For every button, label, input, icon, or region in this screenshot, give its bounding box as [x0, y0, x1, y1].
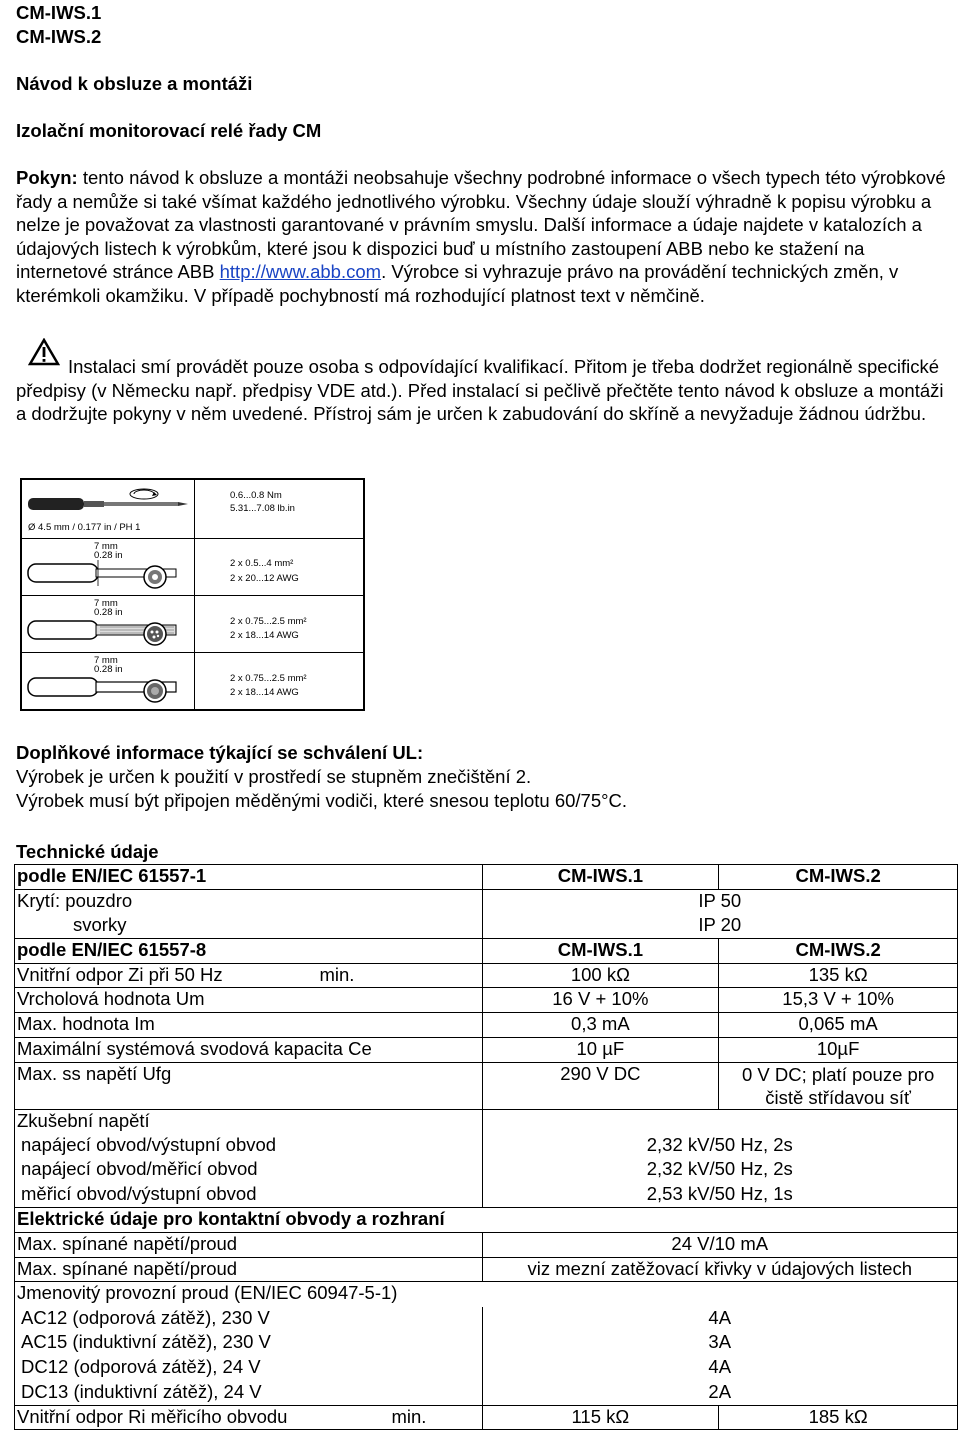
- screwdriver-icon: [26, 482, 192, 520]
- table-cell: 24 V/10 mA: [482, 1232, 958, 1257]
- table-cell: IP 50: [482, 889, 958, 914]
- table-cell: 0,3 mA: [482, 1013, 719, 1038]
- min-label: min.: [319, 963, 355, 985]
- table-row: [15, 963, 958, 988]
- table-cell: 2A: [482, 1381, 958, 1406]
- table-row: [15, 1208, 958, 1233]
- table-cell: 115 kΩ: [482, 1405, 719, 1430]
- row3-awg: 2 x 18...14 AWG: [230, 687, 299, 698]
- table-cell: 185 kΩ: [719, 1405, 958, 1430]
- table-cell: svorky: [15, 914, 483, 939]
- warning-text: Instalaci smí provádět pouze osoba s odpovídající kvalifikací. Přitom je třeba dodržet regionálně specifické předpisy (v Německu např. předpisy VDE atd.). Před instalací si pečlivě přečtěte tento návod k obsluze a montáži a dodržujte pokyny v něm uvedené. Přístroj sám je určen k zabudování do skříně a nevyžaduje žádnou údržbu.: [16, 356, 944, 425]
- solid-wire-cross-section-icon: [142, 564, 168, 590]
- strip-length-mm: 7 mm: [94, 541, 118, 552]
- table-cell: Max. ss napětí Ufg: [15, 1062, 483, 1109]
- table-cell: podle EN/IEC 61557-1: [15, 865, 483, 890]
- table-row: [15, 1013, 958, 1038]
- table-cell: 4A: [482, 1356, 958, 1381]
- table-row: [15, 988, 958, 1013]
- table-cell: IP 20: [482, 914, 958, 939]
- strip-length-in: 0.28 in: [94, 550, 123, 561]
- table-cell: 10 µF: [482, 1037, 719, 1062]
- model-title-1: CM-IWS.1: [16, 2, 102, 23]
- ul-title: Doplňkové informace týkající se schválení UL:: [16, 742, 424, 763]
- row1-mm2: 2 x 0.5...4 mm²: [230, 558, 294, 569]
- screwdriver-spec: Ø 4.5 mm / 0.177 in / PH 1: [28, 522, 141, 533]
- strip-length-in: 0.28 in: [94, 607, 123, 618]
- table-row: [15, 1109, 958, 1134]
- warning-paragraph: [16, 355, 956, 426]
- notice-label: Pokyn:: [16, 167, 78, 188]
- model-title-2: CM-IWS.2: [16, 26, 102, 47]
- table-cell: Max. spínané napětí/proud: [15, 1232, 483, 1257]
- ferrule-cross-section-icon: [142, 678, 168, 704]
- table-cell: CM-IWS.1: [482, 939, 719, 964]
- table-cell-label: Vnitřní odpor Zi při 50 Hz: [17, 963, 223, 985]
- table-cell: Jmenovitý provozní proud (EN/IEC 60947-5-1): [15, 1282, 958, 1307]
- tech-title: Technické údaje: [16, 841, 159, 862]
- table-row: [15, 1134, 958, 1159]
- notice-text-2: . Výrobce si vyhrazuje právo na provádění technických změn, v kterémkoli okamžiku. V případě pochybností má rozhodující platnost text v němčině.: [16, 261, 899, 306]
- row2-mm2: 2 x 0.75...2.5 mm²: [230, 616, 307, 627]
- table-row: [15, 1037, 958, 1062]
- product-title: Izolační monitorovací relé řady CM: [16, 120, 322, 141]
- ul-line-1: Výrobek je určen k použití v prostředí se stupněm znečištění 2.: [16, 766, 532, 787]
- table-cell: 0,065 mA: [719, 1013, 958, 1038]
- row3-mm2: 2 x 0.75...2.5 mm²: [230, 673, 307, 684]
- table-cell: 10µF: [719, 1037, 958, 1062]
- table-cell: 0 V DC; platí pouze pro čistě střídavou síť: [719, 1062, 958, 1109]
- table-row: [15, 865, 958, 890]
- table-cell: 15,3 V + 10%: [719, 988, 958, 1013]
- table-row: [15, 1183, 958, 1208]
- table-cell: 2,32 kV/50 Hz, 2s: [482, 1134, 958, 1159]
- table-cell: 16 V + 10%: [482, 988, 719, 1013]
- table-cell: měřicí obvod/výstupní obvod: [15, 1183, 483, 1208]
- table-row: [15, 1158, 958, 1183]
- table-row: [15, 939, 958, 964]
- table-cell: CM-IWS.2: [719, 939, 958, 964]
- document-title: Návod k obsluze a montáži: [16, 73, 253, 94]
- table-cell: 100 kΩ: [482, 963, 719, 988]
- table-cell: [15, 1405, 483, 1430]
- table-row: [15, 1307, 958, 1332]
- table-cell: 290 V DC: [482, 1062, 719, 1109]
- row1-awg: 2 x 20...12 AWG: [230, 573, 299, 584]
- abb-website-link[interactable]: http://www.abb.com: [219, 261, 382, 283]
- table-row: [15, 1257, 958, 1282]
- table-cell: [482, 1109, 958, 1134]
- table-cell: Maximální systémová svodová kapacita Ce: [15, 1037, 483, 1062]
- table-cell: 2,32 kV/50 Hz, 2s: [482, 1158, 958, 1183]
- notice-paragraph: [16, 166, 956, 308]
- table-cell: DC13 (induktivní zátěž), 24 V: [15, 1381, 483, 1406]
- table-cell: [15, 963, 483, 988]
- table-cell: podle EN/IEC 61557-8: [15, 939, 483, 964]
- strip-length-in: 0.28 in: [94, 664, 123, 675]
- table-cell: 135 kΩ: [719, 963, 958, 988]
- table-cell-label: Vnitřní odpor Ri měřicího obvodu: [17, 1405, 288, 1427]
- table-row: [15, 1282, 958, 1307]
- torque-lbin: 5.31...7.08 lb.in: [230, 503, 295, 514]
- table-cell: CM-IWS.2: [719, 865, 958, 890]
- table-row: [15, 1405, 958, 1430]
- table-row: [15, 1356, 958, 1381]
- table-row: [15, 914, 958, 939]
- table-cell: DC12 (odporová zátěž), 24 V: [15, 1356, 483, 1381]
- table-cell: CM-IWS.1: [482, 865, 719, 890]
- notice-text-1: tento návod k obsluze a montáži neobsahuje všechny podrobné informace o všech typech této výrobkové řady a nemůže si také všímat každého jednotlivého výrobku. Všechny údaje slouží výhradně k popisu výrobku a nelze je považovat za vlastnosti garantované v právním smyslu. Další informace a údaje najdete v katalozích a údajových listech k výrobkům, které jsou k dispozici buď u místního zastoupení ABB nebo ke stažení na internetové stránce ABB: [16, 167, 946, 283]
- table-row: [15, 1232, 958, 1257]
- table-cell: Krytí: pouzdro: [15, 889, 483, 914]
- wiring-figure: [20, 478, 365, 711]
- table-cell: Elektrické údaje pro kontaktní obvody a rozhraní: [15, 1208, 958, 1233]
- table-row: [15, 1331, 958, 1356]
- strip-length-mm: 7 mm: [94, 655, 118, 666]
- table-cell: Max. hodnota Im: [15, 1013, 483, 1038]
- strip-length-mm: 7 mm: [94, 598, 118, 609]
- table-cell: Vrcholová hodnota Um: [15, 988, 483, 1013]
- table-cell: Zkušební napětí: [15, 1109, 483, 1134]
- table-cell: viz mezní zatěžovací křivky v údajových listech: [482, 1257, 958, 1282]
- table-cell: 2,53 kV/50 Hz, 1s: [482, 1183, 958, 1208]
- table-cell: napájecí obvod/výstupní obvod: [15, 1134, 483, 1159]
- table-cell: 4A: [482, 1307, 958, 1332]
- table-cell: Max. spínané napětí/proud: [15, 1257, 483, 1282]
- min-label: min.: [391, 1405, 427, 1427]
- table-row: [15, 889, 958, 914]
- tech-table: [14, 864, 958, 1430]
- table-cell: napájecí obvod/měřicí obvod: [15, 1158, 483, 1183]
- table-row: [15, 1062, 958, 1109]
- ul-line-2: Výrobek musí být připojen měděnými vodiči, které snesou teplotu 60/75°C.: [16, 790, 628, 811]
- table-cell: AC15 (induktivní zátěž), 230 V: [15, 1331, 483, 1356]
- torque-nm: 0.6...0.8 Nm: [230, 490, 282, 501]
- stranded-wire-cross-section-icon: [142, 621, 168, 647]
- table-cell: AC12 (odporová zátěž), 230 V: [15, 1307, 483, 1332]
- row2-awg: 2 x 18...14 AWG: [230, 630, 299, 641]
- table-row: [15, 1381, 958, 1406]
- table-cell: 3A: [482, 1331, 958, 1356]
